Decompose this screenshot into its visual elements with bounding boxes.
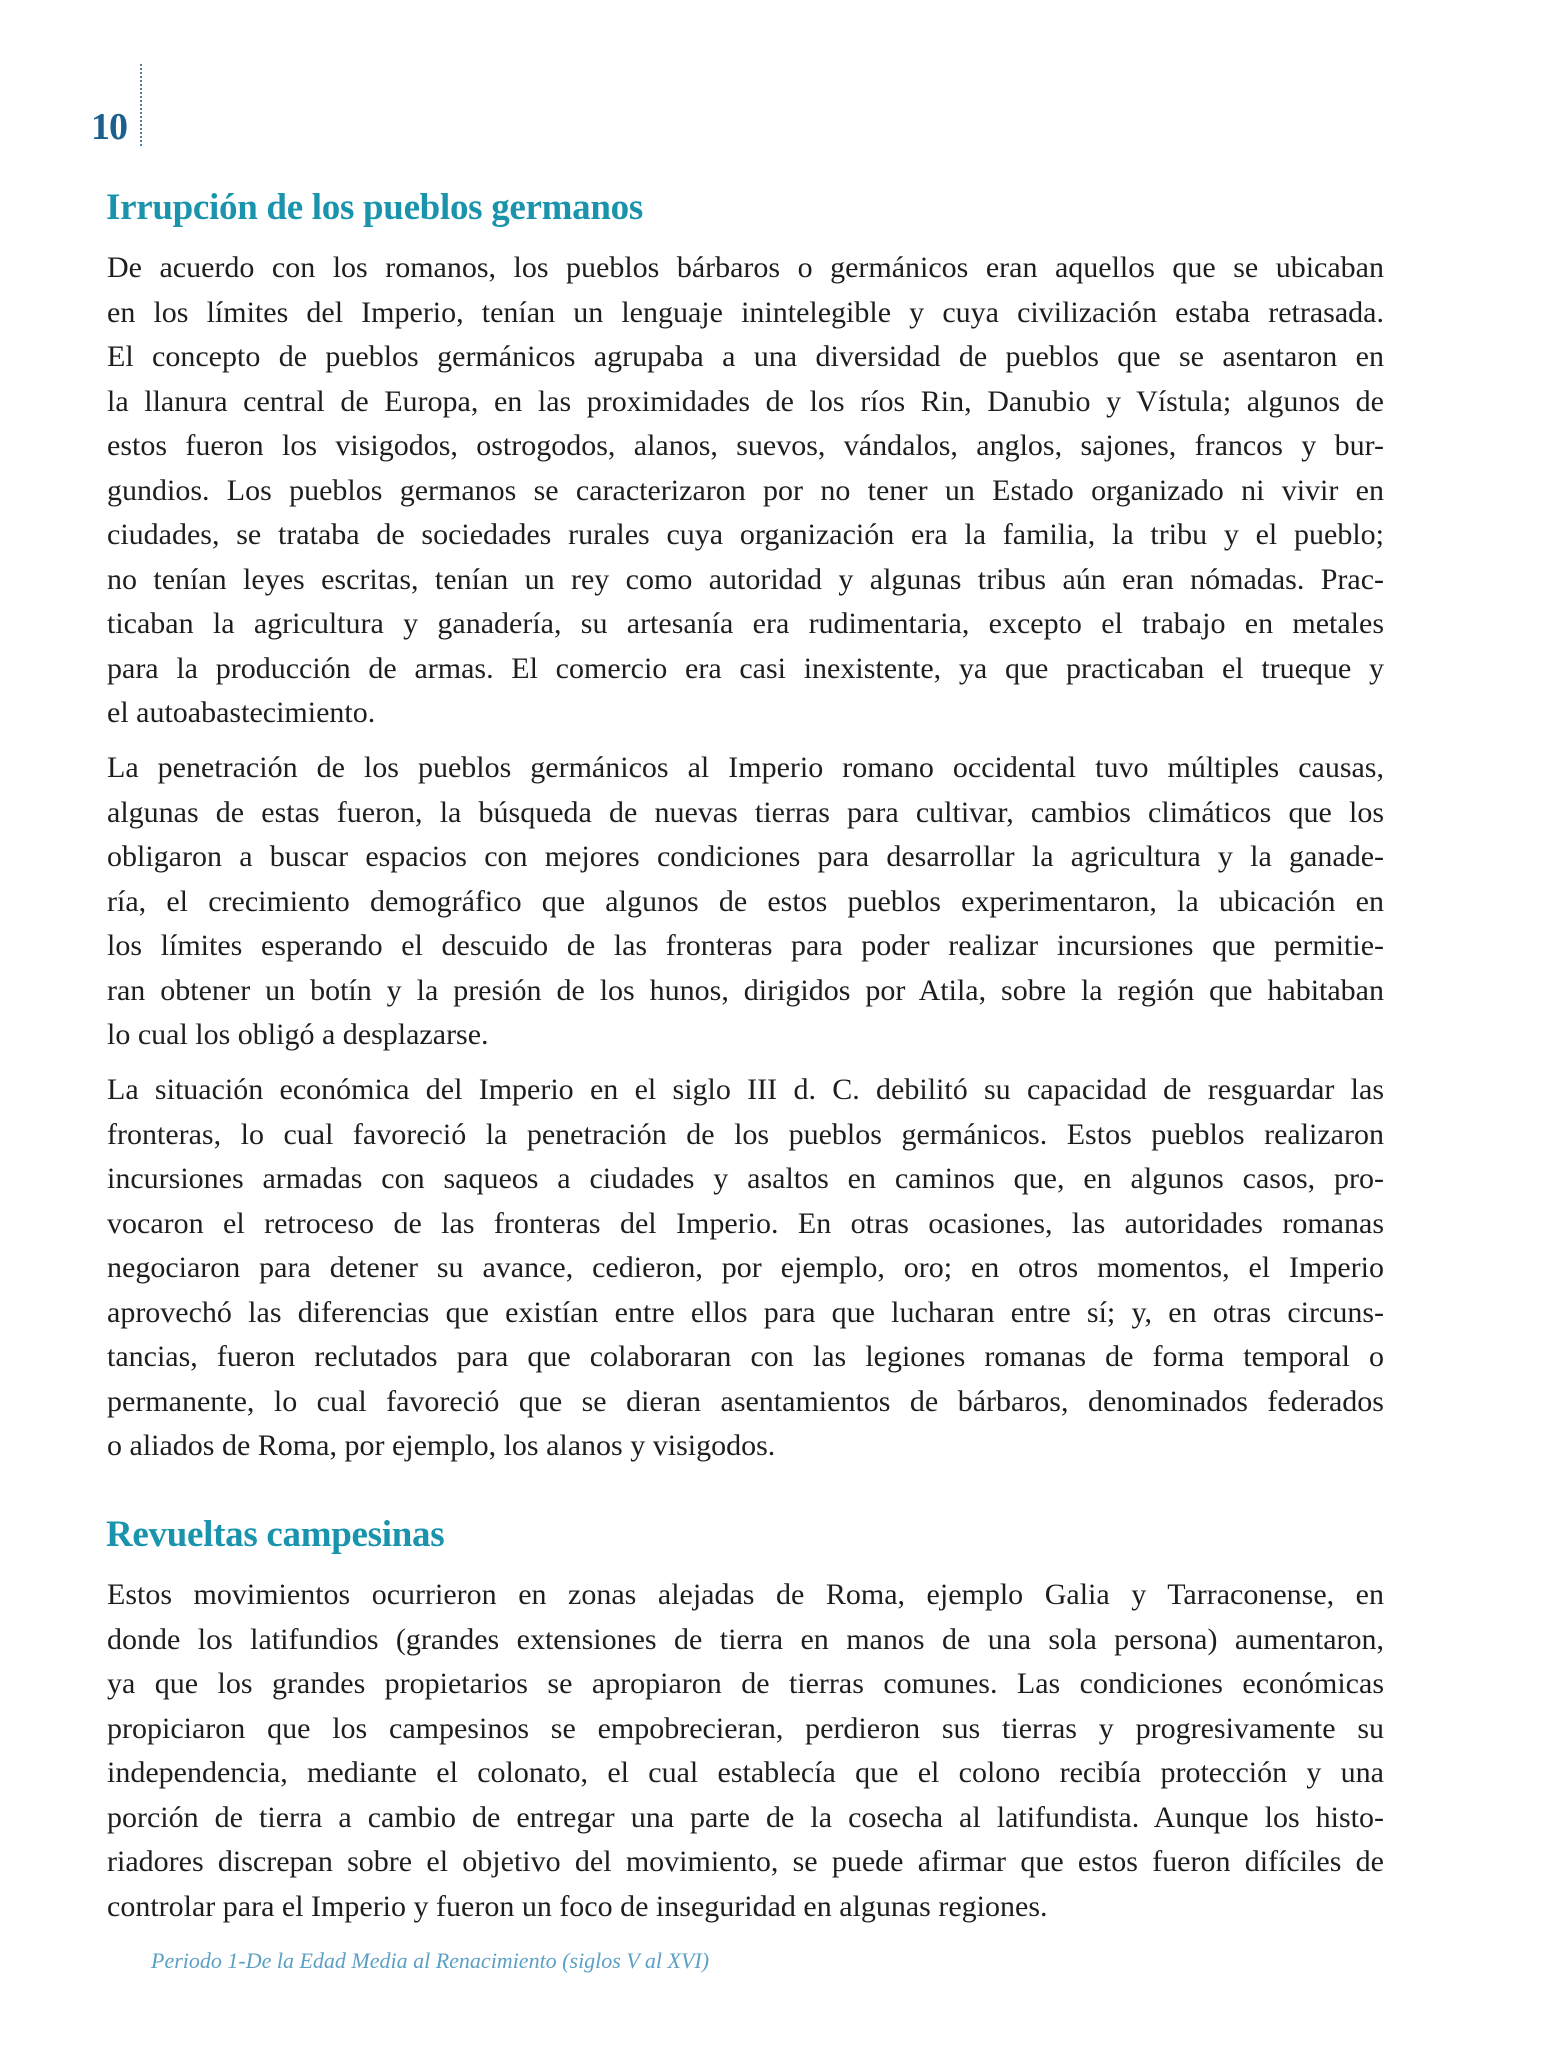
text-line: El concepto de pueblos germánicos agrupaba a una diversidad de pueblos que se asentaron en bbox=[107, 340, 1384, 373]
paragraph-penetration-causes bbox=[107, 746, 1384, 1058]
page-number-dotted-rule bbox=[140, 64, 142, 146]
text-line: vocaron el retroceso de las fronteras del Imperio. En otras ocasiones, las autoridades romanas bbox=[107, 1206, 1384, 1240]
running-footer: Periodo 1-De la Edad Media al Renacimiento (siglos V al XVI) bbox=[151, 1948, 710, 1973]
text-line: riadores discrepan sobre el objetivo del movimiento, se puede afirmar que estos fueron difíciles de bbox=[107, 1845, 1384, 1878]
text-line: gundios. Los pueblos germanos se caracterizaron por no tener un Estado organizado ni vivir en bbox=[107, 473, 1384, 507]
text-line: independencia, mediante el colonato, el cual establecía que el colono recibía protección y una bbox=[107, 1756, 1384, 1789]
text-line: La situación económica del Imperio en el siglo III d. C. debilitó su capacidad de resguardar las bbox=[107, 1073, 1384, 1106]
section-heading-germanic-peoples: Irrupción de los pueblos germanos bbox=[106, 187, 643, 228]
section-heading-peasant-revolts: Revueltas campesinas bbox=[106, 1514, 445, 1555]
text-line: ran obtener un botín y la presión de los hunos, dirigidos por Atila, sobre la región que habitaban bbox=[107, 973, 1384, 1007]
paragraph-germanic-peoples-definition bbox=[107, 246, 1384, 736]
text-line: permanente, lo cual favoreció que se dieran asentamientos de bárbaros, denominados federados bbox=[107, 1384, 1384, 1418]
text-line: lo cual los obligó a desplazarse. bbox=[107, 1018, 489, 1051]
text-line: ya que los grandes propietarios se apropiaron de tierras comunes. Las condiciones económicas bbox=[107, 1667, 1384, 1700]
text-line: La penetración de los pueblos germánicos al Imperio romano occidental tuvo múltiples causas, bbox=[107, 751, 1384, 784]
paragraph-economic-situation bbox=[107, 1068, 1384, 1469]
text-line: algunas de estas fueron, la búsqueda de nuevas tierras para cultivar, cambios climáticos que los bbox=[107, 795, 1384, 829]
text-line: la llanura central de Europa, en las proximidades de los ríos Rin, Danubio y Vístula; algunos de bbox=[107, 384, 1384, 418]
text-line: donde los latifundios (grandes extensiones de tierra en manos de una sola persona) aumentaron, bbox=[107, 1622, 1384, 1656]
text-line: incursiones armadas con saqueos a ciudades y asaltos en caminos que, en algunos casos, pro- bbox=[107, 1162, 1384, 1195]
text-line: Estos movimientos ocurrieron en zonas alejadas de Roma, ejemplo Galia y Tarraconense, en bbox=[107, 1578, 1384, 1611]
text-line: porción de tierra a cambio de entregar una parte de la cosecha al latifundista. Aunque los histo- bbox=[107, 1800, 1384, 1834]
text-line: no tenían leyes escritas, tenían un rey como autoridad y algunas tribus aún eran nómadas. Prac- bbox=[107, 562, 1384, 596]
text-line: negociaron para detener su avance, cedieron, por ejemplo, oro; en otros momentos, el Imperio bbox=[107, 1251, 1384, 1284]
page-number: 10 bbox=[91, 106, 127, 148]
text-line: tancias, fueron reclutados para que colaboraran con las legiones romanas de forma temporal o bbox=[107, 1340, 1384, 1373]
text-line: ría, el crecimiento demográfico que algunos de estos pueblos experimentaron, la ubicación en bbox=[107, 884, 1384, 918]
text-line: aprovechó las diferencias que existían entre ellos para que lucharan entre sí; y, en otras circuns- bbox=[107, 1295, 1384, 1329]
text-line: el autoabastecimiento. bbox=[107, 696, 376, 729]
text-line: estos fueron los visigodos, ostrogodos, alanos, suevos, vándalos, anglos, sajones, francos y bur- bbox=[107, 429, 1384, 462]
paragraph-peasant-revolts bbox=[107, 1573, 1384, 1929]
text-line: o aliados de Roma, por ejemplo, los alanos y visigodos. bbox=[107, 1429, 776, 1462]
text-line: De acuerdo con los romanos, los pueblos bárbaros o germánicos eran aquellos que se ubicaban bbox=[107, 251, 1384, 284]
text-line: controlar para el Imperio y fueron un foco de inseguridad en algunas regiones. bbox=[107, 1889, 1048, 1923]
text-line: para la producción de armas. El comercio era casi inexistente, ya que practicaban el trueque y bbox=[107, 651, 1384, 685]
text-line: ticaban la agricultura y ganadería, su artesanía era rudimentaria, excepto el trabajo en metales bbox=[107, 607, 1384, 640]
text-line: los límites esperando el descuido de las fronteras para poder realizar incursiones que permitie- bbox=[107, 929, 1384, 962]
text-line: ciudades, se trataba de sociedades rurales cuya organización era la familia, la tribu y el pueblo; bbox=[107, 518, 1384, 551]
text-line: fronteras, lo cual favoreció la penetración de los pueblos germánicos. Estos pueblos realizaron bbox=[107, 1117, 1384, 1151]
text-line: en los límites del Imperio, tenían un lenguaje inintelegible y cuya civilización estaba retrasada. bbox=[107, 295, 1384, 329]
text-line: obligaron a buscar espacios con mejores condiciones para desarrollar la agricultura y la ganade- bbox=[107, 840, 1384, 873]
text-line: propiciaron que los campesinos se empobrecieran, perdieron sus tierras y progresivamente su bbox=[107, 1711, 1384, 1745]
